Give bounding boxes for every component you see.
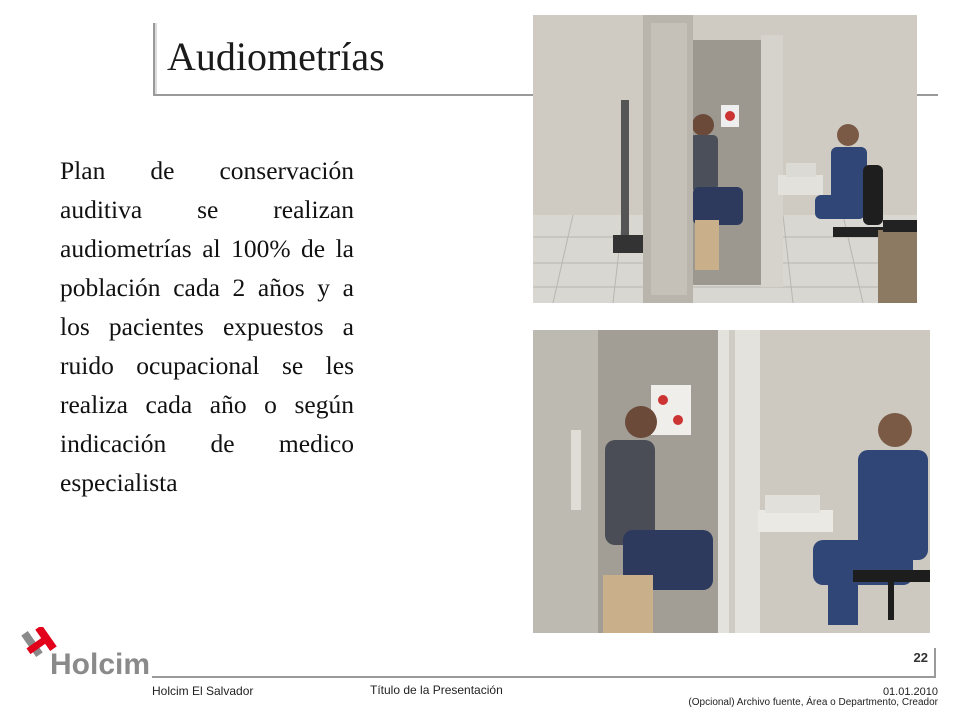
footer-source: (Opcional) Archivo fuente, Área o Departmento, Creador bbox=[688, 697, 938, 708]
footer-company: Holcim El Salvador bbox=[152, 684, 254, 698]
photo-audiometry-booth-top bbox=[533, 15, 917, 303]
photo-audiometry-booth-bottom bbox=[533, 330, 930, 633]
page-number: 22 bbox=[913, 650, 928, 665]
footer-rule-vertical bbox=[934, 648, 936, 678]
footer-presentation-title: Título de la Presentación bbox=[370, 683, 503, 697]
footer-date: 01.01.2010 bbox=[882, 686, 938, 698]
holcim-logo-text: Holcim bbox=[50, 648, 151, 681]
slide-title: Audiometrías bbox=[167, 34, 385, 79]
footer-rule bbox=[152, 676, 936, 678]
body-text: Plan de conservación auditiva se realizan audiometrías al 100% de la población cada 2 años y a los pacientes expuestos a ruido ocupacional se les realiza cada año o según indicación de medico especialista bbox=[60, 156, 354, 497]
